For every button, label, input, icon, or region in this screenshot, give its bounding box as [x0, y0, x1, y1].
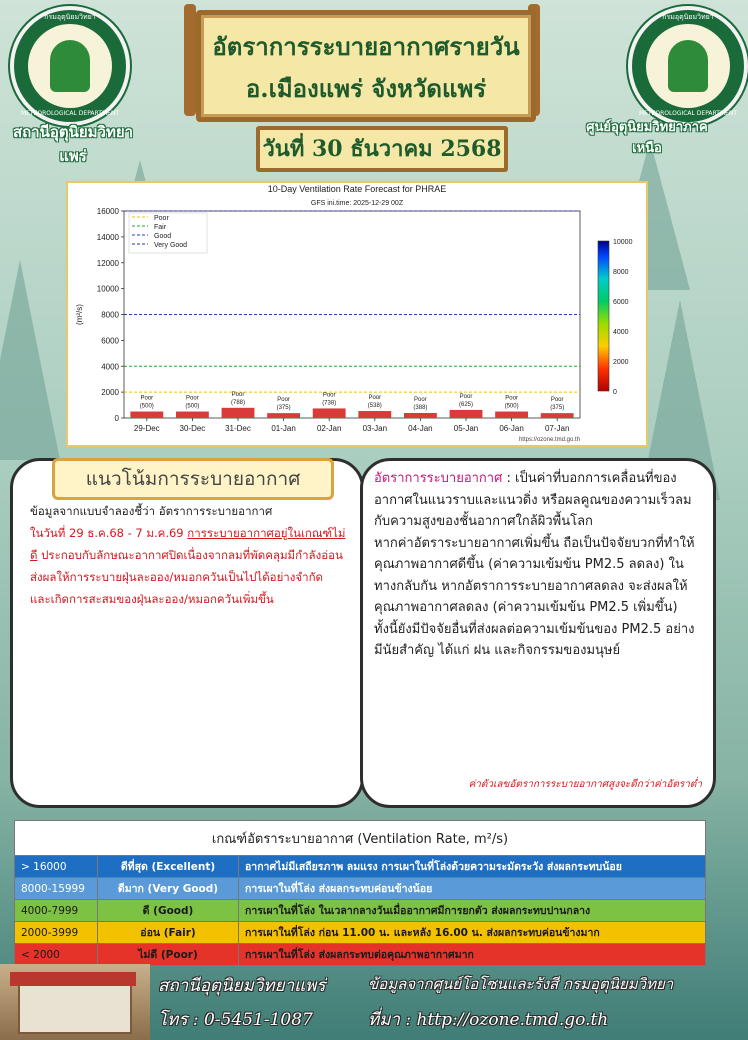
bar: [541, 413, 574, 418]
criteria-range: 8000-15999: [15, 878, 98, 900]
bar: [267, 413, 300, 418]
footer-source: ข้อมูลจากศูนย์โอโซนและรังสี กรมอุตุนิยมวิทยา: [368, 975, 674, 993]
bar-status-label: Poor: [505, 395, 518, 402]
y-tick-label: 16000: [96, 207, 119, 216]
bar-status-label: Poor: [368, 395, 382, 402]
y-tick-label: 12000: [96, 258, 119, 268]
colorbar-label: 8000: [613, 269, 629, 276]
bar-status-label: Poor: [277, 397, 290, 404]
definition-note: ค่าตัวเลขอัตราการระบายอากาศสูงจะดีกว่าค่าอัตราต่ำ: [468, 779, 702, 790]
criteria-table: [14, 820, 706, 966]
bamboo-frame: [184, 4, 196, 116]
colorbar: [598, 241, 609, 391]
trend-status: การระบายอากาศอยู่ในเกณฑ์ไม่ดี: [30, 526, 346, 562]
building-illustration: [18, 982, 132, 1034]
bar: [404, 413, 437, 418]
y-tick-label: 0: [114, 414, 119, 423]
bar-value-label: (538): [367, 403, 382, 410]
bar-status-label: Poor: [322, 392, 336, 399]
colorbar-label: 0: [613, 389, 617, 396]
trend-intro: ข้อมูลจากแบบจำลองชี้ว่า อัตราการระบายอากาศ: [30, 504, 273, 518]
legend-label: Poor: [154, 215, 169, 222]
bar-status-label: Poor: [459, 393, 473, 400]
criteria-level: ดี (Good): [98, 900, 239, 922]
bar-status-label: Poor: [140, 395, 154, 402]
bar-value-label: (388): [413, 404, 428, 411]
x-tick-label: 05-Jan: [453, 424, 479, 433]
y-tick-label: 2000: [101, 388, 119, 398]
chart-source: https://ozone.tmd.go.th: [518, 437, 580, 443]
bar-value-label: (625): [458, 401, 474, 408]
criteria-range: 2000-3999: [15, 922, 98, 944]
bar-value-label: (375): [550, 405, 565, 412]
page-title: อัตราการระบายอากาศรายวัน: [212, 32, 520, 61]
definition-term: อัตราการระบายอากาศ: [374, 471, 503, 486]
legend-label: Very Good: [154, 242, 188, 249]
x-tick-label: 30-Dec: [179, 424, 206, 433]
station-photo: [0, 964, 150, 1040]
criteria-desc: การเผาในที่โล่ง ก่อน 11.00 น. และหลัง 16.00 น. ส่งผลกระทบค่อนข้างมาก: [239, 922, 706, 944]
colorbar-label: 2000: [613, 359, 629, 366]
colorbar-label: 4000: [613, 329, 629, 336]
bar-status-label: Poor: [231, 391, 245, 398]
colorbar-label: 6000: [613, 299, 629, 306]
right-org-name: ศูนย์อุตุนิยมวิทยาภาคเหนือ: [586, 120, 708, 156]
x-tick-label: 02-Jan: [316, 424, 342, 433]
legend-label: Good: [154, 233, 172, 240]
chart-title: 10-Day Ventilation Rate Forecast for PHRAE: [267, 184, 447, 194]
criteria-table-title: เกณฑ์อัตราระบายอากาศ (Ventilation Rate, m²/s): [15, 821, 706, 856]
bar-value-label: (500): [185, 403, 200, 410]
criteria-desc: การเผาในที่โล่ง ส่งผลกระทบค่อนข้างน้อย: [239, 878, 706, 900]
trend-detail: ประกอบกับลักษณะอากาศปิดเนื่องจากลมที่พัดคลุมมีกำลังอ่อน ส่งผลให้การระบายฝุ่นละออง/หมอกควันเป็นไปได้อย่างจำกัด และเกิดการสะสมของฝุ่นละออง/หมอกควันเพิ่มขึ้น: [30, 548, 343, 606]
bar: [358, 411, 391, 418]
x-tick-label: 29-Dec: [133, 424, 160, 433]
bar: [176, 412, 209, 418]
y-tick-label: 10000: [96, 284, 119, 294]
y-tick-label: 8000: [101, 310, 119, 320]
ventilation-chart: [66, 181, 648, 447]
criteria-range: > 16000: [15, 856, 98, 878]
criteria-range: < 2000: [15, 944, 98, 966]
bar-value-label: (375): [276, 405, 291, 412]
criteria-row: [15, 922, 706, 944]
bar-status-label: Poor: [550, 397, 564, 404]
trend-date: ในวันที่ 29 ธ.ค.68 - 7 ม.ค.69: [30, 526, 184, 540]
definition-text: [374, 468, 702, 662]
left-org-name: สถานีอุตุนิยมวิทยาแพร่: [12, 123, 134, 165]
criteria-level: ดีมาก (Very Good): [98, 878, 239, 900]
y-tick-label: 14000: [96, 232, 119, 242]
footer-url[interactable]: ที่มา : http://ozone.tmd.go.th: [368, 1010, 609, 1030]
criteria-row: [15, 900, 706, 922]
legend-label: Fair: [154, 224, 167, 231]
page-subtitle: อ.เมืองแพร่ จังหวัดแพร่: [245, 74, 487, 103]
bar-status-label: Poor: [186, 395, 199, 402]
criteria-row: [15, 856, 706, 878]
x-tick-label: 01-Jan: [271, 424, 296, 433]
bar-value-label: (738): [322, 400, 337, 407]
x-tick-label: 04-Jan: [408, 424, 433, 433]
criteria-desc: การเผาในที่โล่ง ในเวลากลางวันเมื่ออากาศมีการยกตัว ส่งผลกระทบปานกลาง: [239, 900, 706, 922]
date-label: วันที่ 30 ธันวาคม 2568: [256, 126, 508, 172]
y-tick-label: 4000: [101, 362, 119, 372]
bar: [495, 412, 528, 418]
y-tick-label: 6000: [101, 336, 119, 346]
x-tick-label: 31-Dec: [225, 424, 251, 433]
criteria-row: [15, 944, 706, 966]
footer: [0, 964, 720, 1040]
chart-svg: [68, 183, 646, 445]
left-logo: กรมอุตุนิยมวิทยา METEOROLOGICAL DEPARTMENT: [10, 6, 130, 126]
chart-subtitle: GFS ini.time: 2025-12-29 00Z: [310, 200, 404, 207]
criteria-desc: อากาศไม่มีเสถียรภาพ ลมแรง การเผาในที่โล่งด้วยความระมัดระวัง ส่งผลกระทบน้อย: [239, 856, 706, 878]
trend-text: [30, 500, 346, 610]
bar: [313, 408, 346, 418]
background-tree: [0, 260, 60, 460]
criteria-level: ดีที่สุด (Excellent): [98, 856, 239, 878]
y-axis-label: (m²/s): [75, 304, 84, 325]
footer-phone: โทร : 0-5451-1087: [158, 1010, 313, 1030]
title-board: [196, 10, 536, 122]
criteria-row: [15, 878, 706, 900]
bar: [222, 408, 255, 418]
criteria-range: 4000-7999: [15, 900, 98, 922]
footer-station: สถานีอุตุนิยมวิทยาแพร่: [158, 976, 326, 996]
criteria-desc: การเผาในที่โล่ง ส่งผลกระทบต่อคุณภาพอากาศมาก: [239, 944, 706, 966]
definition-explanation: หากค่าอัตราระบายอากาศเพิ่มขึ้น ถือเป็นปัจจัยบวกที่ทำให้คุณภาพอากาศดีขึ้น (ค่าความเข้มข้น PM2.5 ลดลง) ในทางกลับกัน หากอัตราการระบายอากาศลดลง จะส่งผลให้คุณภาพอากาศลดลง (ค่าความเข้มข้น PM2.5 เพิ่มขึ้น) ทั้งนี้ยังมีปัจจัยอื่นที่ส่งผลต่อความเข้มข้นของ PM2.5 อย่างมีนัยสำคัญ ได้แก่ ฝน และกิจกรรมของมนุษย์: [374, 535, 695, 658]
criteria-level: ไม่ดี (Poor): [98, 944, 239, 966]
bar-value-label: (788): [230, 399, 246, 406]
bar-status-label: Poor: [414, 396, 427, 403]
x-tick-label: 07-Jan: [544, 424, 570, 433]
colorbar-label: 10000: [613, 239, 633, 246]
bar: [450, 410, 483, 418]
x-tick-label: 06-Jan: [499, 424, 524, 433]
bar-value-label: (500): [139, 403, 154, 410]
right-logo: กรมอุตุนิยมวิทยา METEOROLOGICAL DEPARTMENT: [628, 6, 748, 126]
bar: [130, 412, 163, 418]
roof-illustration: [10, 972, 136, 986]
criteria-level: อ่อน (Fair): [98, 922, 239, 944]
bar-value-label: (500): [504, 403, 519, 410]
x-tick-label: 03-Jan: [362, 424, 388, 433]
definition-body: : เป็นค่าที่บอกการเคลื่อนที่ของอากาศในแนวราบและแนวดิ่ง หรือผลคูณของความเร็วลมกับความสูงของชั้นอากาศใกล้ผิวพื้นโลก: [374, 471, 692, 529]
trend-heading: แนวโน้มการระบายอากาศ: [52, 458, 334, 500]
